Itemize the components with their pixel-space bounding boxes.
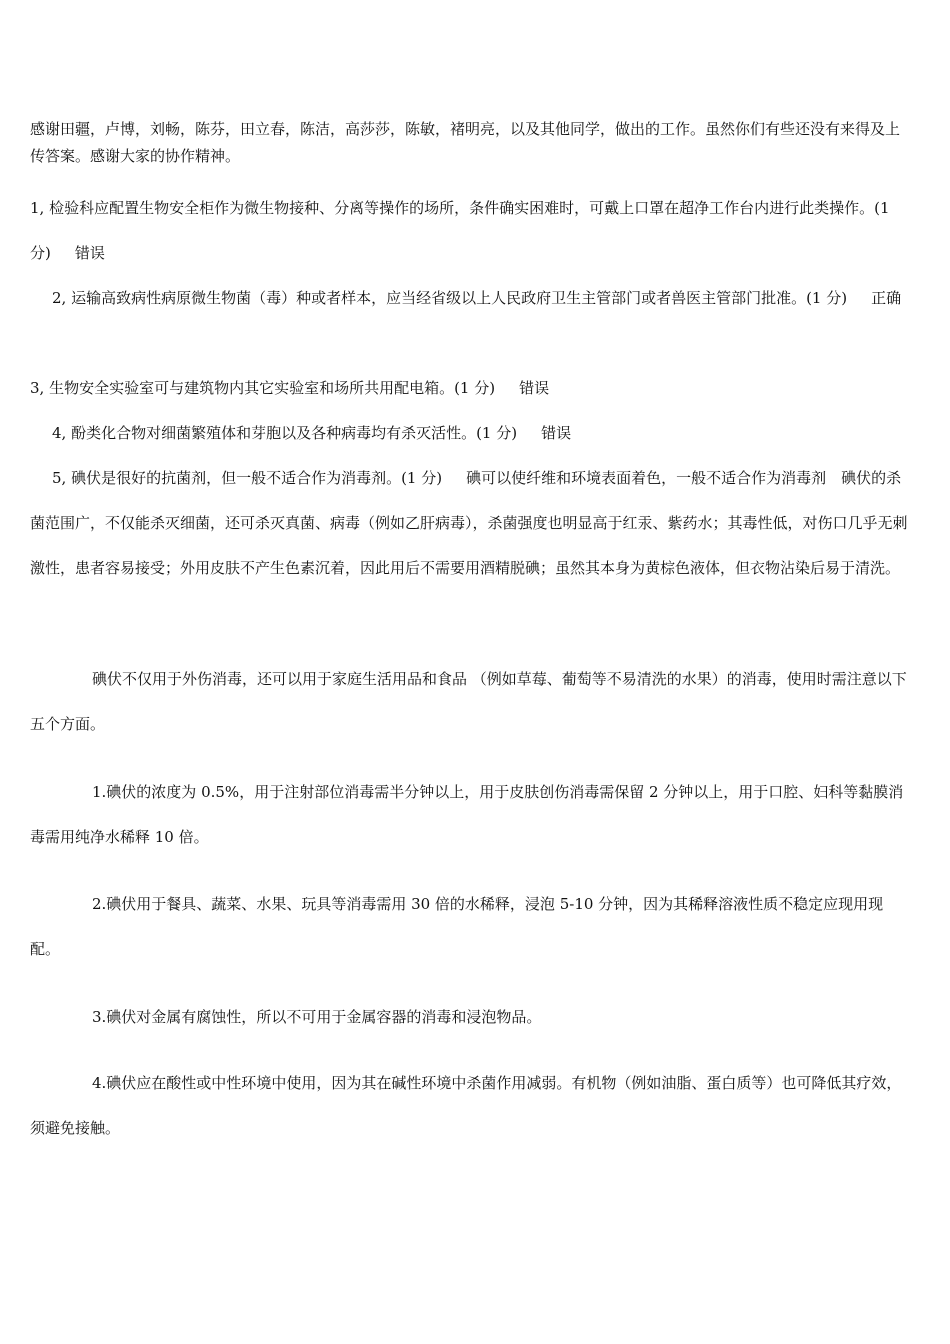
thanks-paragraph: 感谢田疆，卢博，刘畅，陈芬，田立春，陈洁，高莎莎，陈敏，褚明亮，以及其他同学，做出的工作。虽然你们有些还没有来得及上传答案。感谢大家的协作精神。 bbox=[30, 120, 901, 165]
question-2 bbox=[30, 276, 912, 321]
question-5 bbox=[30, 456, 912, 591]
point-1: 1.碘伏的浓度为 0.5%，用于注射部位消毒需半分钟以上，用于皮肤创伤消毒需保留 2 分钟以上，用于口腔、妇科等黏膜消毒需用纯净水稀释 10 倍。 bbox=[30, 783, 904, 846]
question-text: 1, 检验科应配置生物安全柜作为微生物接种、分离等操作的场所，条件确实困难时，可戴上口罩在超净工作台内进行此类操作。(1 分) bbox=[30, 199, 890, 262]
question-text: 2, 运输高致病性病原微生物菌（毒）种或者样本，应当经省级以上人民政府卫生主管部门或者兽医主管部门批准。(1 分) bbox=[52, 289, 848, 307]
question-answer: 正确 bbox=[871, 289, 902, 307]
point-3: 3.碘伏对金属有腐蚀性，所以不可用于金属容器的消毒和浸泡物品。 bbox=[92, 1008, 542, 1026]
intro-paragraph: 碘伏不仅用于外伤消毒，还可以用于家庭生活用品和食品 （例如草莓、葡萄等不易清洗的水果）的消毒，使用时需注意以下五个方面。 bbox=[30, 670, 907, 733]
question-answer: 错误 bbox=[74, 244, 105, 262]
question-1 bbox=[30, 186, 912, 276]
question-4 bbox=[30, 411, 912, 456]
question-text: 4, 酚类化合物对细菌繁殖体和芽胞以及各种病毒均有杀灭活性。(1 分) bbox=[52, 424, 518, 442]
question-answer: 错误 bbox=[541, 424, 572, 442]
question-3 bbox=[30, 366, 912, 411]
point-2: 2.碘伏用于餐具、蔬菜、水果、玩具等消毒需用 30 倍的水稀释，浸泡 5-10 分钟，因为其稀释溶液性质不稳定应现用现配。 bbox=[30, 895, 884, 958]
question-text: 5, 碘伏是很好的抗菌剂，但一般不适合作为消毒剂。(1 分) bbox=[52, 469, 443, 487]
question-text: 3, 生物安全实验室可与建筑物内其它实验室和场所共用配电箱。(1 分) bbox=[30, 379, 496, 397]
point-4: 4.碘伏应在酸性或中性环境中使用，因为其在碱性环境中杀菌作用减弱。有机物（例如油脂、蛋白质等）也可降低其疗效，须避免接触。 bbox=[30, 1074, 902, 1137]
question-answer: 错误 bbox=[519, 379, 550, 397]
question-answer: 碘可以使纤维和环境表面着色，一般不适合作为消毒剂 碘伏的杀菌范围广，不仅能杀灭细菌，还可杀灭真菌、病毒（例如乙肝病毒），杀菌强度也明显高于红汞、紫药水；其毒性低，对伤口几乎无刺激性，患者容易接受；外用皮肤不产生色素沉着，因此用后不需要用酒精脱碘；虽然其本身为黄棕色液体，但衣物沾染后易于清洗。 bbox=[30, 469, 908, 577]
